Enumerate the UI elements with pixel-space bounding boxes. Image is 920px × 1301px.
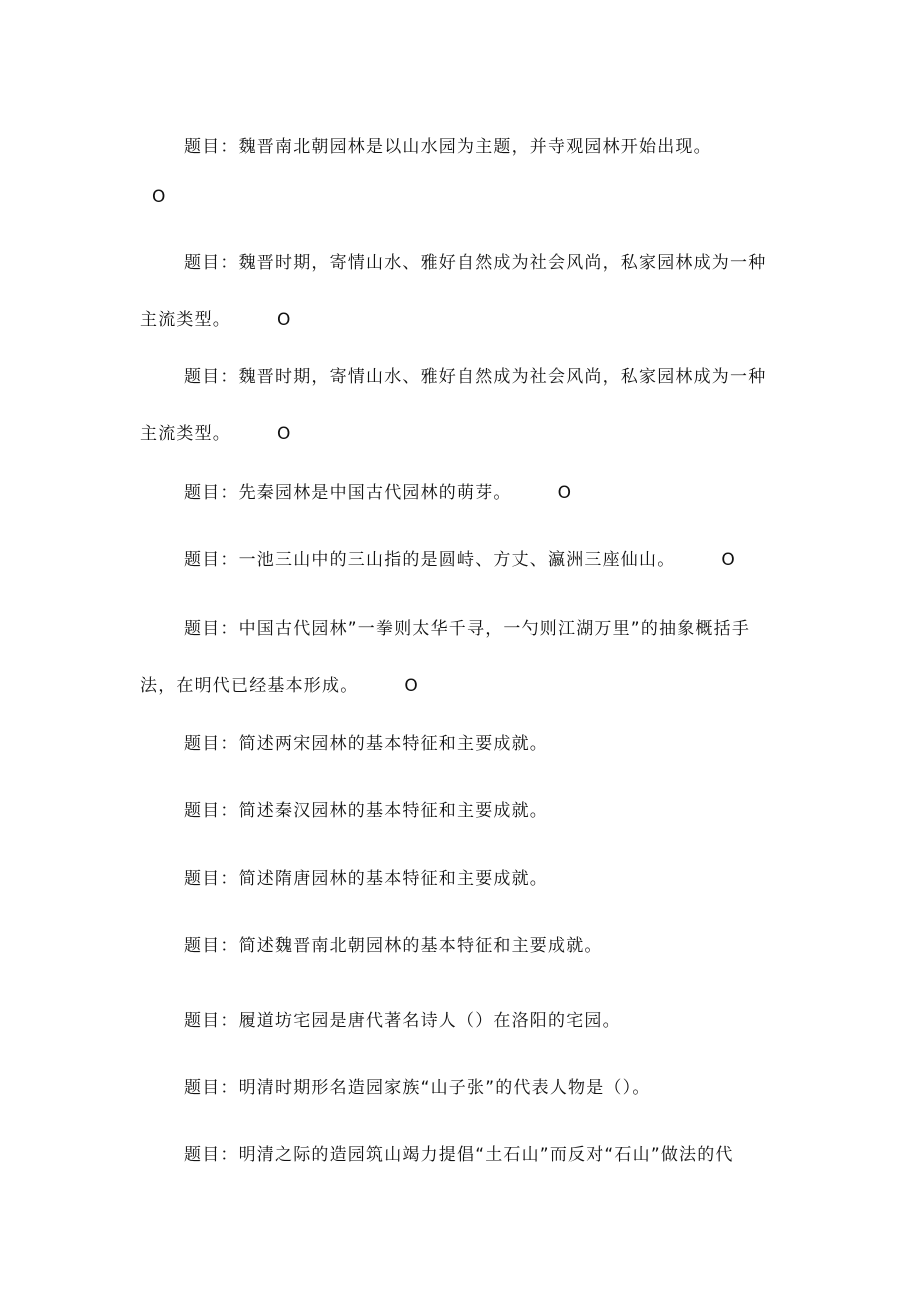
question-1-text: 题目：魏晋南北朝园林是以山水园为主题，并寺观园林开始出现。 bbox=[184, 137, 712, 157]
question-12 bbox=[140, 1060, 780, 1117]
question-9 bbox=[140, 851, 780, 908]
question-4-text: 题目：先秦园林是中国古代园林的萌芽。 bbox=[184, 483, 512, 503]
answer-circle-icon: O bbox=[152, 187, 167, 207]
question-3 bbox=[140, 349, 780, 463]
question-13 bbox=[140, 1127, 780, 1184]
question-4 bbox=[140, 465, 780, 522]
question-8 bbox=[140, 783, 780, 840]
answer-circle-icon: O bbox=[277, 424, 292, 444]
question-1 bbox=[140, 119, 780, 176]
question-13-text: 题目：明清之际的造园筑山竭力提倡“土石山”而反对“石山”做法的代 bbox=[184, 1145, 734, 1165]
question-10-text: 题目：简述魏晋南北朝园林的基本特征和主要成就。 bbox=[184, 936, 603, 956]
question-7-text: 题目：简述两宋园林的基本特征和主要成就。 bbox=[184, 734, 548, 754]
question-2 bbox=[140, 235, 780, 349]
question-7 bbox=[140, 716, 780, 773]
answer-circle-icon: O bbox=[277, 310, 292, 330]
answer-mark-1 bbox=[150, 169, 790, 226]
question-9-text: 题目：简述隋唐园林的基本特征和主要成就。 bbox=[184, 869, 548, 889]
question-5 bbox=[140, 532, 780, 589]
question-2-text: 题目：魏晋时期，寄情山水、雅好自然成为社会风尚，私家园林成为一种主流类型。 bbox=[140, 253, 767, 330]
question-11 bbox=[140, 993, 780, 1050]
question-6 bbox=[140, 601, 780, 715]
question-12-text: 题目：明清时期形名造园家族“山子张”的代表人物是（）。 bbox=[184, 1078, 651, 1098]
question-5-text: 题目：一池三山中的三山指的是圆峙、方丈、瀛洲三座仙山。 bbox=[184, 550, 676, 570]
question-11-text: 题目：履道坊宅园是唐代著名诗人（）在洛阳的宅园。 bbox=[184, 1011, 621, 1031]
question-3-text: 题目：魏晋时期，寄情山水、雅好自然成为社会风尚，私家园林成为一种主流类型。 bbox=[140, 367, 767, 444]
answer-circle-icon: O bbox=[404, 676, 419, 696]
answer-circle-icon: O bbox=[721, 550, 736, 570]
question-6-text: 题目：中国古代园林”一拳则太华千寻，一勺则江湖万里”的抽象概括手法，在明代已经基本形成。 bbox=[140, 619, 751, 696]
question-8-text: 题目：简述秦汉园林的基本特征和主要成就。 bbox=[184, 801, 548, 821]
answer-circle-icon: O bbox=[557, 483, 573, 503]
question-10 bbox=[140, 918, 780, 975]
